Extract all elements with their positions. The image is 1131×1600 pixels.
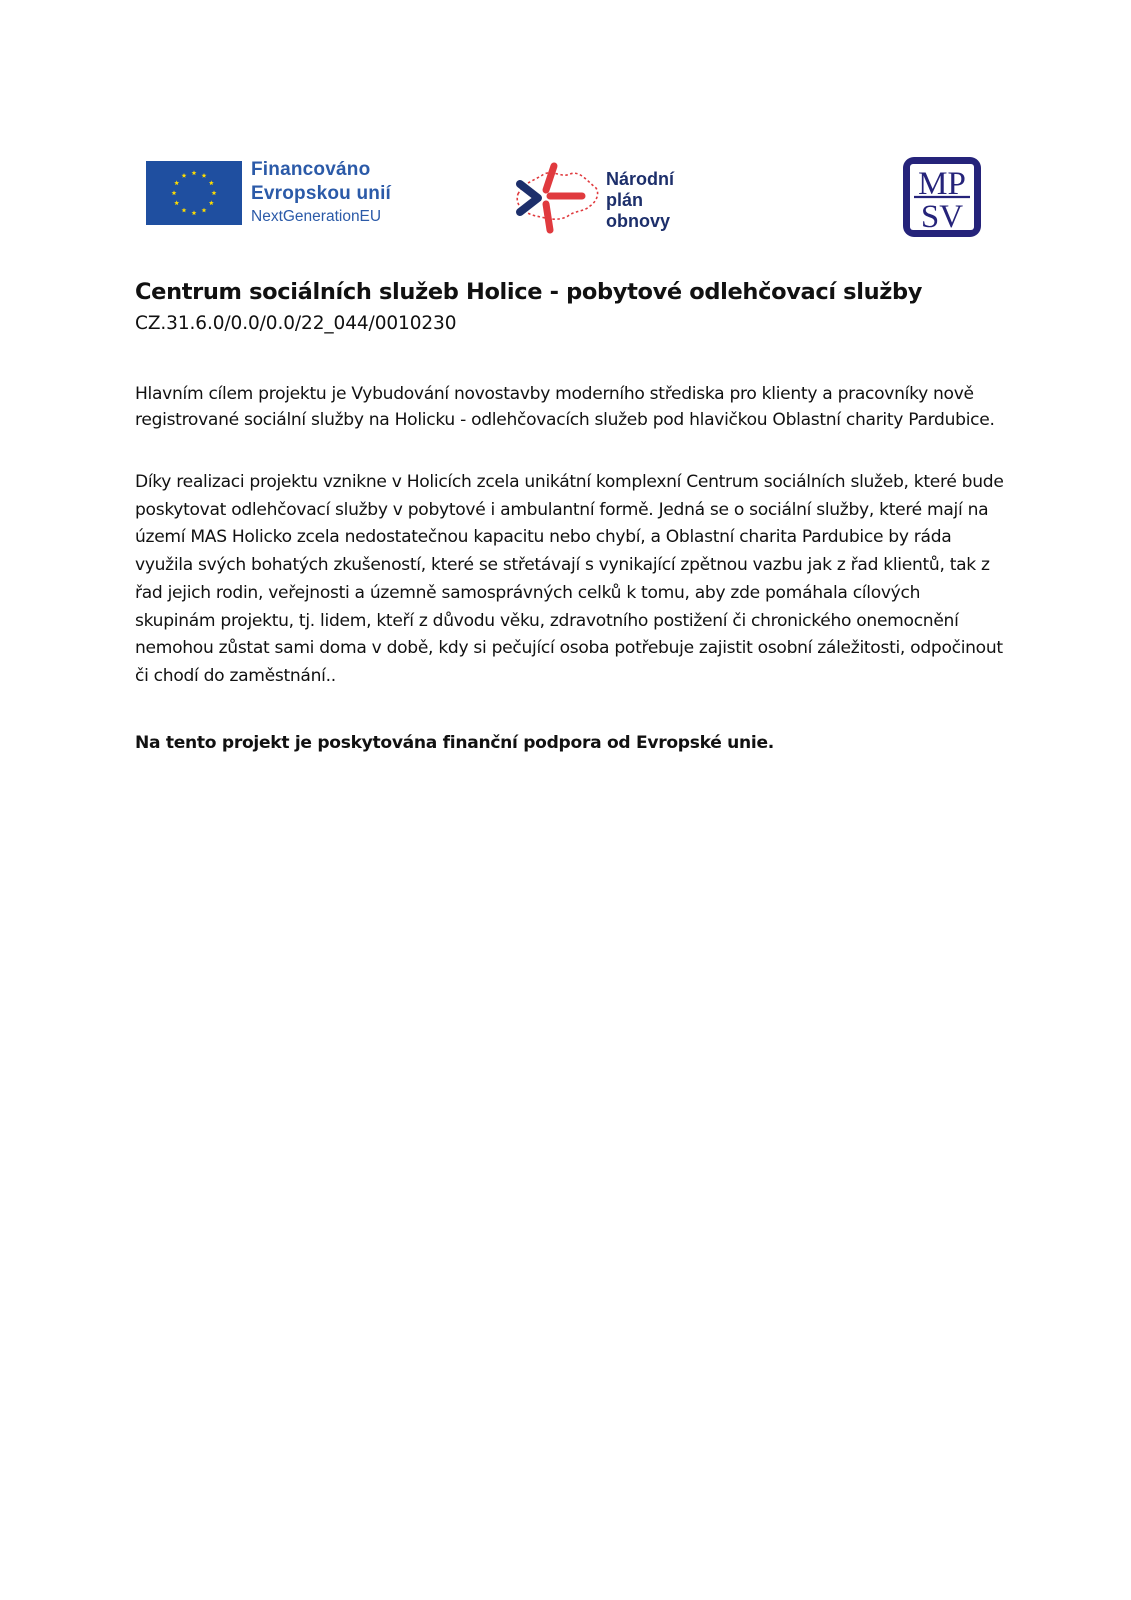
eu-stars-icon [146,161,242,225]
npo-logo [510,160,710,240]
eu-funding-logo [146,158,396,228]
funding-note: Na tento projekt je poskytována finanční podpora od Evropské unie. [135,733,774,753]
npo-logo-text [606,169,674,232]
npo-logo-line1: Národní [606,168,675,189]
project-description-paragraph: Díky realizaci projektu vznikne v Holicích zcela unikátní komplexní Centrum sociálních služeb, které bude poskytovat odlehčovací služby v pobytové i ambulantní formě. Jedná se o sociální služby, které mají na území MAS Holicko zcela nedostatečnou kapacitu nebo chybí, a Oblastní charita Pardubice by ráda využila svých bohatých zkušeností, které se střetávají s vynikající zpětnou vazbu jak z řad klientů, tak z řad jejich rodin, veřejnosti a územně samosprávných celků k tomu, aby zde pomáhala cílových skupinám projektu, tj. lidem, kteří z důvodu věku, zdravotního postižení či chronického onemocnění nemohou zůstat sami doma v době, kdy si pečující osoba potřebuje zajistit osobní záležitosti, odpočinout či chodí do zaměstnání.. [135,472,1004,686]
project-registration-code: CZ.31.6.0/0.0/0.0/22_044/0010230 [135,313,457,334]
eu-logo-line1: Financováno [251,159,371,180]
eu-logo-line3: NextGenerationEU [251,208,382,225]
eu-logo-line2: Evropskou unií [251,183,392,204]
mpsv-letters-bottom: SV [920,199,964,235]
mpsv-emblem-icon [902,156,982,238]
eu-logo-text [251,158,391,228]
project-goal-paragraph: Hlavním cílem projektu je Vybudování novostavby moderního střediska pro klienty a pracovníky nově registrované sociální služby na Holicku - odlehčovacích služeb pod hlavičkou Oblastní charity Pardubice. [135,384,995,430]
mpsv-letters-top: MP [918,166,966,202]
npo-logo-line3: obnovy [606,210,671,231]
eu-flag-icon [146,161,242,225]
mpsv-logo [902,156,982,238]
npo-czech-map-icon [510,160,602,240]
project-title: Centrum sociálních služeb Holice - pobytové odlehčovací služby [135,279,923,305]
npo-logo-line2: plán [606,189,644,210]
